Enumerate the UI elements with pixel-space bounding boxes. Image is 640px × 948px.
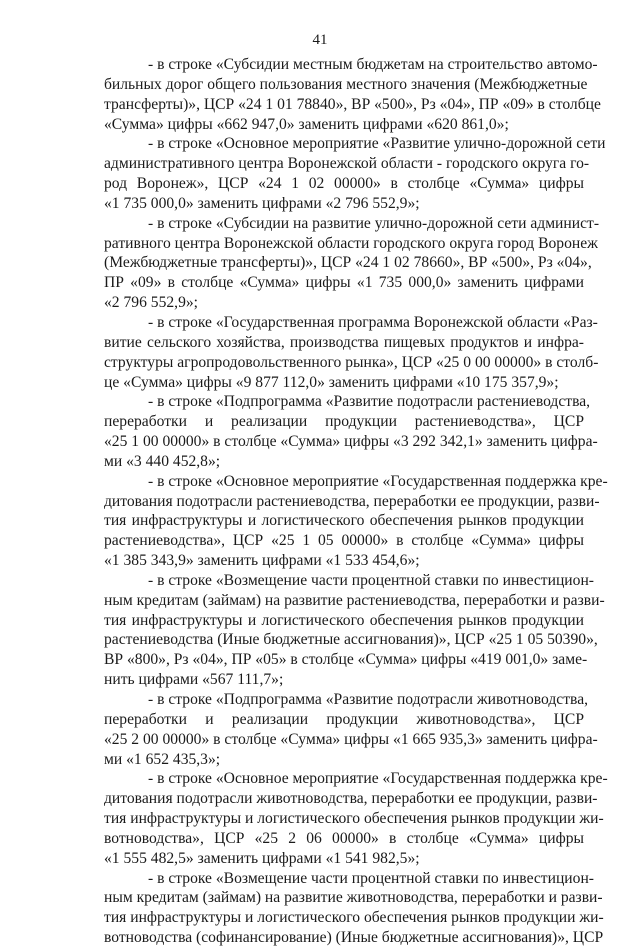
paragraph-line: структуры агропродовольственного рынка», ЦСР «25 0 00 00000» в столб- <box>104 353 599 371</box>
paragraph-line: «25 1 00 00000» в столбце «Сумма» цифры «3 292 342,1» заменить цифра- <box>104 433 598 451</box>
page-number: 41 <box>312 32 328 48</box>
paragraph-line: тия инфраструктуры и логистического обеспечения рынков продукции жи- <box>104 909 604 927</box>
amendment-paragraph <box>104 392 598 471</box>
paragraph-line: растениеводства (Иные бюджетные ассигнования)», ЦСР «25 1 05 50390», <box>104 631 598 649</box>
paragraph-line: - в строке «Основное мероприятие «Государственная поддержка кре- <box>148 472 608 490</box>
paragraph-line: витие сельского хозяйства, производства пищевых продуктов и инфра- <box>104 333 584 351</box>
paragraph-line: нить цифрами «567 111,7»; <box>104 671 284 689</box>
paragraph-line: тия инфраструктуры и логистического обеспечения рынков продукции жи- <box>104 810 604 828</box>
amendment-paragraph <box>104 571 605 690</box>
paragraph-line: (Межбюджетные трансферты)», ЦСР «24 1 02 78660», ВР «500», Рз «04», <box>104 254 592 272</box>
paragraph-line: - в строке «Возмещение части процентной ставки по инвестицион- <box>148 571 594 589</box>
amendment-paragraph <box>104 134 606 213</box>
paragraph-line: ПР «09» в столбце «Сумма» цифры «1 735 000,0» заменить цифрами <box>104 274 584 292</box>
paragraph-line: переработки и реализации продукции растениеводства», ЦСР <box>104 413 584 431</box>
paragraph-line: род Воронеж», ЦСР «24 1 02 00000» в столбце «Сумма» цифры <box>104 175 584 193</box>
paragraph-line: - в строке «Подпрограмма «Развитие подотрасли растениеводства, <box>148 393 591 411</box>
paragraph-line: административного центра Воронежской области - городского округа го- <box>104 155 590 173</box>
paragraph-line: - в строке «Субсидии на развитие улично-дорожной сети админист- <box>148 214 600 232</box>
amendment-paragraph <box>104 769 608 868</box>
amendment-paragraph <box>104 690 598 769</box>
paragraph-line: «25 2 00 00000» в столбце «Сумма» цифры «1 665 935,3» заменить цифра- <box>104 730 598 748</box>
paragraph-line: ми «1 652 435,3»; <box>104 750 221 768</box>
paragraph-line: - в строке «Субсидии местным бюджетам на строительство автомо- <box>148 56 598 73</box>
paragraph-line: дитования подотрасли животноводства, переработки ее продукции, разви- <box>104 790 598 808</box>
paragraph-line: «1 555 482,5» заменить цифрами «1 541 982,5»; <box>104 849 420 867</box>
paragraph-line: «1 385 343,9» заменить цифрами «1 533 454,6»; <box>104 552 420 570</box>
paragraph-line: вотноводства», ЦСР «25 2 06 00000» в столбце «Сумма» цифры <box>104 829 584 847</box>
document-body <box>104 55 608 948</box>
paragraph-line: бильных дорог общего пользования местного значения (Межбюджетные <box>104 75 588 93</box>
paragraph-line: ным кредитам (займам) на развитие животноводства, переработки и разви- <box>104 889 603 907</box>
paragraph-line: вотноводства (софинансирование) (Иные бюджетные ассигнования)», ЦСР <box>104 929 604 947</box>
paragraph-line: «Сумма» цифры «662 947,0» заменить цифрами «620 861,0»; <box>104 115 509 133</box>
paragraph-line: тия инфраструктуры и логистического обеспечения рынков продукции <box>104 611 584 629</box>
paragraph-line: тия инфраструктуры и логистического обеспечения рынков продукции <box>104 512 584 530</box>
paragraph-line: «2 796 552,9»; <box>104 294 198 312</box>
paragraph-line: ным кредитам (займам) на развитие растениеводства, переработки и разви- <box>104 591 605 609</box>
amendment-paragraph <box>104 472 608 571</box>
paragraph-line: дитования подотрасли растениеводства, переработки ее продукции, разви- <box>104 492 600 510</box>
paragraph-line: - в строке «Основное мероприятие «Государственная поддержка кре- <box>148 770 608 788</box>
paragraph-line: переработки и реализации продукции животноводства», ЦСР <box>104 710 584 728</box>
paragraph-line: це «Сумма» цифры «9 877 112,0» заменить цифрами «10 175 357,9»; <box>104 373 559 391</box>
paragraph-line: - в строке «Подпрограмма «Развитие подотрасли животноводства, <box>148 691 589 708</box>
amendment-paragraph <box>104 313 599 392</box>
paragraph-line: ВР «800», Рз «04», ПР «05» в столбце «Сумма» цифры «419 001,0» заме- <box>104 651 588 669</box>
amendment-paragraph <box>104 869 604 948</box>
paragraph-line: - в строке «Основное мероприятие «Развитие улично-дорожной сети <box>148 135 606 153</box>
paragraph-line: ми «3 440 452,8»; <box>104 452 221 470</box>
amendment-paragraph <box>104 55 601 134</box>
amendment-paragraph <box>104 214 600 313</box>
paragraph-line: «1 735 000,0» заменить цифрами «2 796 552,9»; <box>104 194 420 212</box>
paragraph-line: ративного центра Воронежской области городского округа город Воронеж <box>104 234 598 252</box>
paragraph-line: растениеводства», ЦСР «25 1 05 00000» в столбце «Сумма» цифры <box>104 532 584 550</box>
paragraph-line: - в строке «Государственная программа Воронежской области «Раз- <box>148 313 598 331</box>
paragraph-line: трансферты)», ЦСР «24 1 01 78840», ВР «500», Рз «04», ПР «09» в столбце <box>104 95 601 113</box>
paragraph-line: - в строке «Возмещение части процентной ставки по инвестицион- <box>148 869 594 887</box>
